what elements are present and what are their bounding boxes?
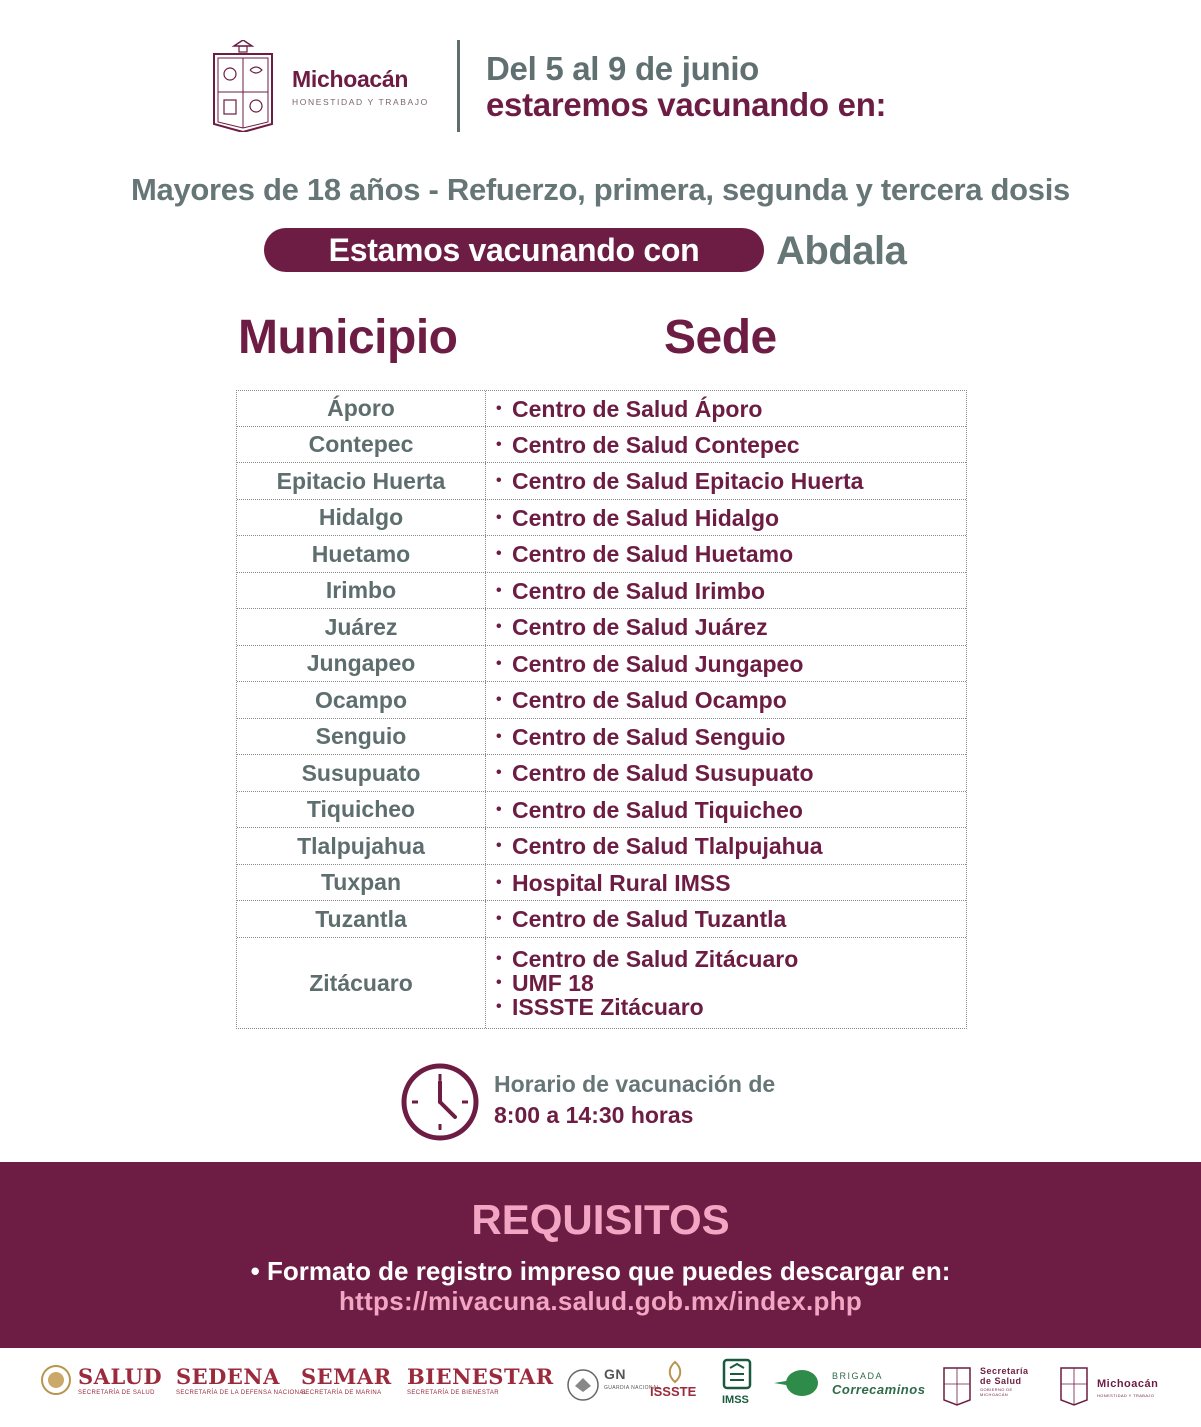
- issste-emblem-icon: [662, 1360, 688, 1384]
- sede-item: • Centro de Salud Epitacio Huerta: [512, 469, 966, 493]
- michoacan-crest-icon: [212, 40, 274, 132]
- sede-item: • Centro de Salud Irimbo: [512, 579, 966, 603]
- table-row: [237, 427, 966, 463]
- header-divider: [457, 40, 460, 132]
- table-row: [237, 719, 966, 755]
- correcaminos-icon: [772, 1366, 826, 1400]
- table-row: [237, 938, 966, 1028]
- gn-logo: GN GUARDIA NACIONAL: [604, 1366, 660, 1391]
- sede-cell: [486, 427, 966, 462]
- sede-cell: [486, 792, 966, 827]
- salud-logo: SALUD SECRETARÍA DE SALUD: [78, 1364, 163, 1396]
- sede-item: • UMF 18: [512, 971, 966, 995]
- sites-table: [236, 390, 967, 1029]
- sede-item: • Centro de Salud Tuzantla: [512, 907, 966, 931]
- sede-cell: [486, 536, 966, 572]
- table-row: [237, 391, 966, 427]
- table-row: [237, 463, 966, 500]
- bienestar-logo: BIENESTAR SECRETARÍA DE BIENESTAR: [407, 1364, 554, 1396]
- sede-item: • Centro de Salud Contepec: [512, 433, 966, 457]
- sede-item: • Centro de Salud Jungapeo: [512, 652, 966, 676]
- sede-cell: [486, 938, 966, 1028]
- table-row: [237, 573, 966, 609]
- table-row: [237, 536, 966, 573]
- sede-cell: [486, 865, 966, 900]
- sede-cell: [486, 573, 966, 608]
- sede-cell: [486, 719, 966, 754]
- sede-cell: [486, 500, 966, 535]
- issste-logo: ISSSTE: [650, 1384, 697, 1399]
- imss-logo: IMSS: [722, 1394, 749, 1406]
- imss-emblem-icon: [722, 1358, 752, 1390]
- footer-logos: [0, 1348, 1201, 1427]
- subtitle: Mayores de 18 años - Refuerzo, primera, segunda y tercera dosis: [130, 172, 1070, 207]
- sede-cell: [486, 646, 966, 681]
- table-row: [237, 792, 966, 828]
- sedena-logo: SEDENA SECRETARÍA DE LA DEFENSA NACIONAL: [176, 1364, 308, 1396]
- column-header-municipio: Municipio: [238, 311, 458, 364]
- table-row: [237, 682, 966, 719]
- table-row: [237, 901, 966, 938]
- table-row: [237, 828, 966, 865]
- sede-item: • Centro de Salud Susupuato: [512, 761, 966, 785]
- municipio-cell: Ocampo: [237, 682, 486, 718]
- municipio-cell: Epitacio Huerta: [237, 463, 486, 499]
- sede-item: • Centro de Salud Tlalpujahua: [512, 834, 966, 858]
- municipio-cell: Tiquicheo: [237, 792, 486, 827]
- sede-item: • Centro de Salud Juárez: [512, 615, 966, 639]
- header: [0, 36, 1201, 136]
- table-row: [237, 500, 966, 536]
- sede-item: • Centro de Salud Áporo: [512, 397, 966, 421]
- vaccine-pill: Estamos vacunando con: [264, 228, 764, 272]
- sede-item: • Hospital Rural IMSS: [512, 871, 966, 895]
- table-row: [237, 865, 966, 901]
- table-row: [237, 609, 966, 646]
- sede-cell: [486, 463, 966, 499]
- municipio-cell: Contepec: [237, 427, 486, 462]
- clock-icon: [400, 1062, 480, 1142]
- sede-cell: [486, 391, 966, 426]
- brigada-logo: BRIGADA Correcaminos: [832, 1371, 926, 1397]
- michoacan-footer-logo: Michoacán HONESTIDAD Y TRABAJO: [1097, 1378, 1159, 1398]
- table-row: [237, 755, 966, 792]
- schedule-label: Horario de vacunación de: [494, 1071, 776, 1097]
- municipio-cell: Tuzantla: [237, 901, 486, 937]
- municipio-cell: Susupuato: [237, 755, 486, 791]
- vaccine-name: Abdala: [776, 229, 907, 273]
- sede-item: • Centro de Salud Senguio: [512, 725, 966, 749]
- municipio-cell: Tlalpujahua: [237, 828, 486, 864]
- municipio-cell: Senguio: [237, 719, 486, 754]
- brand-name: Michoacán: [292, 66, 409, 92]
- requirements-band: [0, 1162, 1201, 1348]
- secretaria-salud-logo: Secretaría de Salud GOBIERNO DE MICHOACÁN: [980, 1366, 1029, 1397]
- municipio-cell: Hidalgo: [237, 500, 486, 535]
- sede-item: • ISSSTE Zitácuaro: [512, 995, 966, 1019]
- sede-cell: [486, 609, 966, 645]
- headline: estaremos vacunando en:: [486, 86, 887, 123]
- requirements-url[interactable]: https://mivacuna.salud.gob.mx/index.php: [338, 1286, 863, 1316]
- municipio-cell: Áporo: [237, 391, 486, 426]
- sede-item: • Centro de Salud Zitácuaro: [512, 947, 966, 971]
- brand-motto: HONESTIDAD Y TRABAJO: [292, 97, 429, 107]
- salud-seal-icon: [40, 1364, 72, 1396]
- municipio-cell: Jungapeo: [237, 646, 486, 681]
- gn-seal-icon: [566, 1368, 600, 1402]
- column-header-sede: Sede: [664, 311, 777, 364]
- sede-item: • Centro de Salud Huetamo: [512, 542, 966, 566]
- municipio-cell: Juárez: [237, 609, 486, 645]
- municipio-cell: Zitácuaro: [237, 938, 486, 1028]
- sede-cell: [486, 901, 966, 937]
- sede-item: • Centro de Salud Ocampo: [512, 688, 966, 712]
- semar-logo: SEMAR SECRETARÍA DE MARINA: [301, 1364, 392, 1396]
- municipio-cell: Huetamo: [237, 536, 486, 572]
- municipio-cell: Tuxpan: [237, 865, 486, 900]
- municipio-cell: Irimbo: [237, 573, 486, 608]
- brand-block: [292, 66, 429, 107]
- michoacan-footer-crest-icon: [1060, 1362, 1088, 1406]
- sede-cell: [486, 682, 966, 718]
- schedule-hours: 8:00 a 14:30 horas: [494, 1102, 694, 1128]
- sede-cell: [486, 828, 966, 864]
- sede-item: • Centro de Salud Tiquicheo: [512, 798, 966, 822]
- table-row: [237, 646, 966, 682]
- secretaria-salud-crest-icon: [943, 1362, 971, 1406]
- date-line: Del 5 al 9 de junio: [486, 50, 760, 87]
- requirements-title: REQUISITOS: [471, 1196, 730, 1243]
- requirements-text: • Formato de registro impreso que puedes descargar en:: [250, 1256, 951, 1286]
- sede-item: • Centro de Salud Hidalgo: [512, 506, 966, 530]
- sede-cell: [486, 755, 966, 791]
